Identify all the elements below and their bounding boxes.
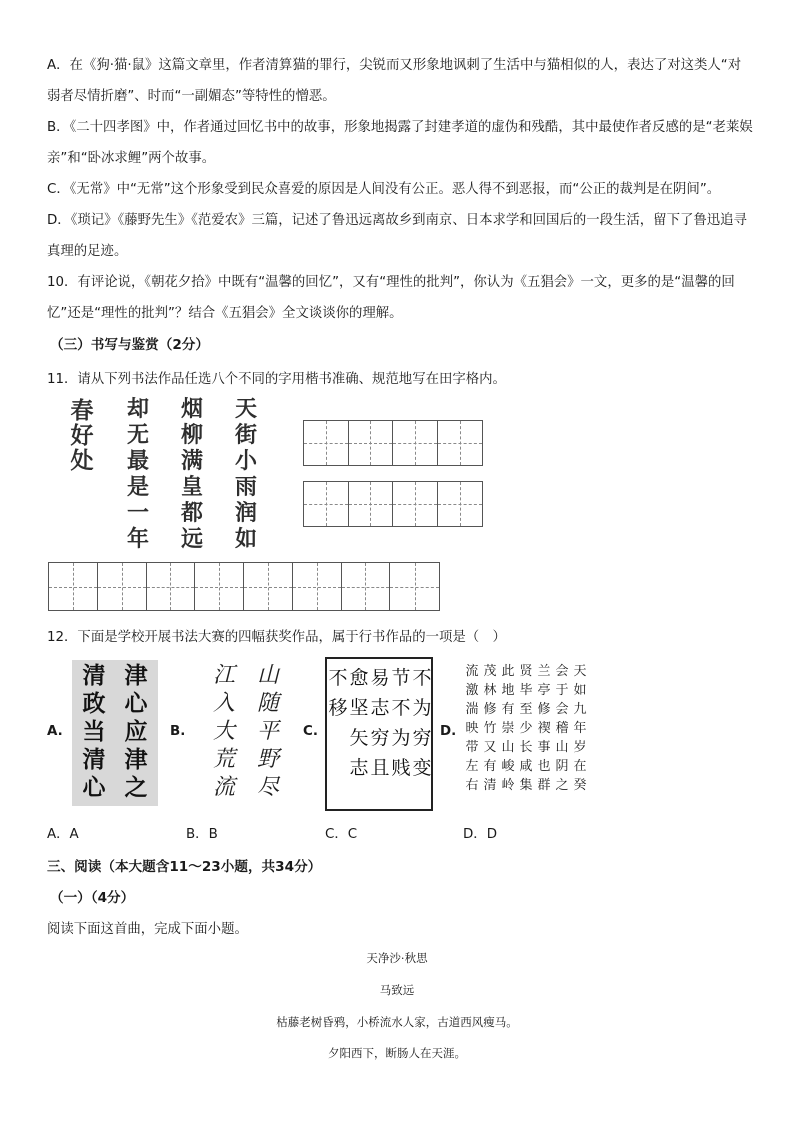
poem-line-2: 夕阳西下，断肠人在天涯。 <box>328 1046 466 1060</box>
tianzige-cell <box>147 563 196 610</box>
calligraphy-sample <box>62 394 282 552</box>
artwork-d-column-6: 茂 林 修 竹 又 有 清 <box>483 664 497 793</box>
poem-author: 马致远 <box>379 983 415 997</box>
part-3-title: 三、阅读（本大题含11～23小题，共34分） <box>47 859 322 875</box>
option-a-label: A. <box>47 724 63 739</box>
tianzige-cell <box>304 421 349 465</box>
option-b-label: B. <box>170 724 186 739</box>
q9-option-d: D．《琐记》《藤野先生》《范爱农》三篇，记述了鲁迅远离故乡到南京、日本求学和回国后的一段生活，留下了鲁迅追寻真理的足迹。 <box>47 213 747 259</box>
answer-choice-a[interactable]: A．A <box>47 827 79 842</box>
artwork-c-column-3: 易 志 穷 且 <box>370 667 390 779</box>
tianzige-cell <box>195 563 244 610</box>
answer-choice-c[interactable]: C．C <box>325 827 358 842</box>
tianzige-cell <box>342 563 391 610</box>
artwork-c-column-2: 节 不 为 贱 <box>391 667 411 779</box>
question-12: 12．下面是学校开展书法大赛的四幅获奖作品，属于行书作品的一项是（ ） <box>47 630 506 645</box>
tianzige-grid-row-2[interactable] <box>303 481 483 527</box>
tianzige-cell <box>393 482 438 526</box>
calligraphy-column-4: 天 街 小 雨 润 如 <box>234 396 257 552</box>
tianzige-grid-row-3[interactable] <box>48 562 440 611</box>
tianzige-cell <box>49 563 98 610</box>
tianzige-cell <box>304 482 349 526</box>
poem-title: 天净沙·秋思 <box>366 951 428 965</box>
tianzige-cell <box>349 421 394 465</box>
artwork-b-column-1: 山 随 平 野 尽 <box>256 663 279 800</box>
artwork-a-column-1: 津 心 应 津 之 <box>124 662 148 801</box>
artwork-c-column-5: 不 移 <box>328 667 348 719</box>
question-10: 10．有评论说，《朝花夕拾》中既有“温馨的回忆”，又有“理性的批判”，你认为《五猖会》一文，更多的是“温馨的回忆”还是“理性的批判”？结合《五猖会》全文谈谈你的理解。 <box>47 275 735 321</box>
artwork-c-column-1: 不 为 穷 变 <box>412 667 432 779</box>
tianzige-cell <box>390 563 439 610</box>
reading-instruction: 阅读下面这首曲，完成下面小题。 <box>47 922 248 937</box>
artwork-d-column-1: 天 如 九 年 岁 在 癸 <box>573 664 587 793</box>
q9-option-a: A．在《狗·猫·鼠》这篇文章里，作者清算猫的罪行，尖锐而又形象地讽刺了生活中与猫相似的人，表达了对这类人“对弱者尽情折磨”、时而“一副媚态”等特性的憎恶。 <box>47 58 742 104</box>
artwork-a-column-2: 清 政 当 清 心 <box>82 662 106 801</box>
tianzige-cell <box>244 563 293 610</box>
tianzige-cell <box>393 421 438 465</box>
answer-choice-b[interactable]: B．B <box>186 827 218 842</box>
artwork-d-column-4: 贤 毕 至 少 长 咸 集 <box>519 664 533 793</box>
calligraphy-column-1: 春 好 处 <box>70 397 94 474</box>
q9-option-c: C．《无常》中“无常”这个形象受到民众喜爱的原因是人间没有公正。恶人得不到恶报，而“公正的裁判是在阴间”。 <box>47 182 721 197</box>
answer-choice-d[interactable]: D．D <box>463 827 498 842</box>
calligraphy-column-2: 却 无 最 是 一 年 <box>126 396 149 552</box>
option-c-artwork <box>325 657 433 811</box>
tianzige-cell <box>293 563 342 610</box>
question-11: 11．请从下列书法作品任选八个不同的字用楷书准确、规范地写在田字格内。 <box>47 372 506 387</box>
option-a-artwork <box>72 660 158 806</box>
tianzige-cell <box>438 482 482 526</box>
tianzige-cell <box>98 563 147 610</box>
q9-option-b: B．《二十四孝图》中，作者通过回忆书中的故事，形象地揭露了封建孝道的虚伪和残酷，其中最使作者反感的是“老莱娱亲”和“卧冰求鲤”两个故事。 <box>47 120 753 166</box>
tianzige-grid-row-1[interactable] <box>303 420 483 466</box>
tianzige-cell <box>438 421 482 465</box>
artwork-b-column-2: 江 入 大 荒 流 <box>212 663 235 800</box>
artwork-d-column-7: 流 激 湍 映 带 左 右 <box>465 664 479 793</box>
artwork-c-column-4: 愈 坚 矢 志 <box>349 667 369 779</box>
artwork-d-column-3: 兰 亭 修 禊 事 也 群 <box>537 664 551 793</box>
artwork-d-column-2: 会 于 会 稽 山 阴 之 <box>555 664 569 793</box>
tianzige-cell <box>349 482 394 526</box>
subsection-1-title: （一）（4分） <box>50 890 135 906</box>
option-d-artwork <box>462 660 602 808</box>
option-c-label: C. <box>303 724 318 739</box>
poem-line-1: 枯藤老树昏鸦，小桥流水人家，古道西风瘦马。 <box>276 1015 518 1029</box>
section-heading-writing: （三）书写与鉴赏（2分） <box>50 337 209 353</box>
calligraphy-column-3: 烟 柳 满 皇 都 远 <box>180 396 203 552</box>
artwork-d-column-5: 此 地 有 崇 山 峻 岭 <box>501 664 515 793</box>
option-d-label: D. <box>440 724 457 739</box>
option-b-artwork <box>192 660 298 806</box>
